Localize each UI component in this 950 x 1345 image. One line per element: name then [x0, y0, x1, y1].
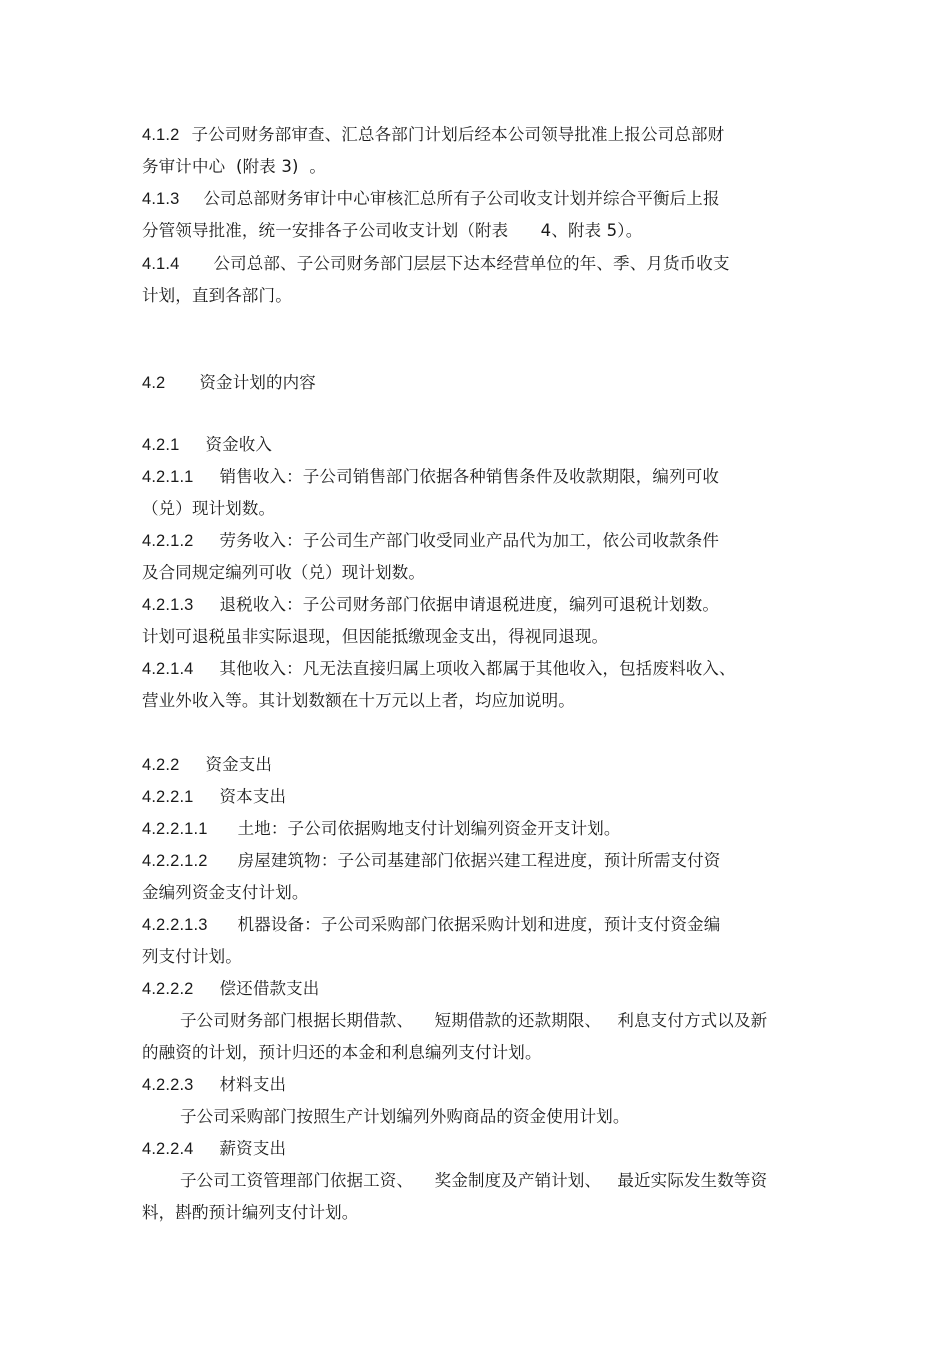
clause-4-2-1-2-cont [142, 562, 425, 584]
clause-4-2-2-1-3-cont [142, 946, 242, 968]
clause-4-1-4 [142, 253, 730, 275]
section-4-2-1-heading [142, 434, 272, 456]
section-number: 4.2.2 [142, 756, 180, 774]
paragraph-text: 子公司采购部门按照生产计划编列外购商品的资金使用计划。 [180, 1107, 630, 1126]
clause-number: 4.2.1.3 [142, 596, 194, 614]
clause-number: 4.2.1.2 [142, 532, 194, 550]
section-number: 4.2.2.2 [142, 980, 194, 998]
paragraph-salary [180, 1170, 767, 1192]
section-number: 4.2 [142, 374, 166, 392]
section-4-2-2-1-heading [142, 786, 286, 808]
section-number: 4.2.2.4 [142, 1140, 194, 1158]
clause-number: 4.1.2 [142, 126, 180, 144]
clause-4-2-1-4 [142, 658, 736, 680]
clause-4-2-1-3-cont [142, 626, 608, 648]
clause-4-2-2-1-2-cont [142, 882, 309, 904]
section-title: 资本支出 [219, 787, 287, 806]
section-number: 4.2.2.1 [142, 788, 194, 806]
clause-4-2-2-1-2 [142, 850, 720, 872]
clause-text: 其他收入：凡无法直接归属上项收入都属于其他收入，包括废料收入、 [219, 659, 736, 678]
clause-number: 4.2.1.4 [142, 660, 194, 678]
clause-text: 土地：子公司依据购地支付计划编列资金开支计划。 [237, 819, 621, 838]
section-title: 资金计划的内容 [199, 373, 316, 392]
clause-number: 4.1.4 [142, 255, 180, 273]
clause-text: 营业外收入等。其计划数额在十万元以上者，均应加说明。 [142, 691, 575, 710]
clause-4-2-1-4-cont [142, 690, 575, 712]
paragraph-repayment-cont [142, 1042, 542, 1064]
paragraph-text: 的融资的计划，预计归还的本金和利息编列支付计划。 [142, 1043, 542, 1062]
paragraph-text: 子公司工资管理部门依据工资、 奖金制度及产销计划、 最近实际发生数等资 [180, 1171, 768, 1190]
clause-text: 列支付计划。 [142, 947, 242, 966]
clause-number: 4.2.1.1 [142, 468, 194, 486]
section-title: 材料支出 [219, 1075, 287, 1094]
section-4-2-2-3-heading [142, 1074, 286, 1096]
section-number: 4.2.1 [142, 436, 180, 454]
clause-text: 公司总部、子公司财务部门层层下达本经营单位的年、季、月货币收支 [213, 254, 730, 273]
clause-text: 及合同规定编列可收（兑）现计划数。 [142, 563, 426, 582]
clause-text: 分管领导批准，统一安排各子公司收支计划（附表 4、附表 5）。 [142, 221, 643, 240]
clause-4-2-1-1 [142, 466, 719, 488]
clause-text: 机器设备：子公司采购部门依据采购计划和进度，预计支付资金编 [237, 915, 721, 934]
clause-4-1-3-cont [142, 220, 642, 242]
clause-number: 4.2.2.1.2 [142, 852, 208, 870]
paragraph-text: 料，斟酌预计编列支付计划。 [142, 1203, 359, 1222]
clause-4-2-1-1-cont [142, 498, 275, 520]
clause-text: 务审计中心 (附表 3) 。 [142, 157, 326, 176]
clause-number: 4.2.2.1.1 [142, 820, 208, 838]
clause-text: 退税收入：子公司财务部门依据申请退税进度，编列可退税计划数。 [219, 595, 720, 614]
clause-4-1-3 [142, 188, 720, 210]
clause-number: 4.2.2.1.3 [142, 916, 208, 934]
clause-text: （兑）现计划数。 [142, 499, 276, 518]
clause-text: 公司总部财务审计中心审核汇总所有子公司收支计划并综合平衡后上报 [203, 189, 720, 208]
clause-text: 金编列资金支付计划。 [142, 883, 309, 902]
clause-4-2-1-3 [142, 594, 719, 616]
section-title: 资金支出 [205, 755, 273, 774]
clause-text: 劳务收入：子公司生产部门收受同业产品代为加工，依公司收款条件 [219, 531, 720, 550]
section-4-2-heading [142, 372, 316, 394]
section-4-2-2-heading [142, 754, 272, 776]
clause-4-2-1-2 [142, 530, 719, 552]
section-number: 4.2.2.3 [142, 1076, 194, 1094]
clause-text: 子公司财务部审查、汇总各部门计划后经本公司领导批准上报公司总部财 [191, 125, 725, 144]
section-title: 资金收入 [205, 435, 273, 454]
clause-text: 销售收入：子公司销售部门依据各种销售条件及收款期限，编列可收 [219, 467, 720, 486]
paragraph-text: 子公司财务部门根据长期借款、 短期借款的还款期限、 利息支付方式以及新 [180, 1011, 768, 1030]
section-title: 薪资支出 [219, 1139, 287, 1158]
section-4-2-2-2-heading [142, 978, 319, 1000]
paragraph-salary-cont [142, 1202, 358, 1224]
clause-text: 计划，直到各部门。 [142, 286, 292, 305]
clause-text: 计划可退税虽非实际退现，但因能抵缴现金支出，得视同退现。 [142, 627, 609, 646]
clause-4-2-2-1-1 [142, 818, 621, 840]
section-4-2-2-4-heading [142, 1138, 286, 1160]
clause-4-2-2-1-3 [142, 914, 720, 936]
paragraph-repayment [180, 1010, 767, 1032]
section-title: 偿还借款支出 [219, 979, 320, 998]
clause-4-1-4-cont [142, 285, 292, 307]
clause-text: 房屋建筑物：子公司基建部门依据兴建工程进度，预计所需支付资 [237, 851, 721, 870]
paragraph-materials [180, 1106, 630, 1128]
clause-number: 4.1.3 [142, 190, 180, 208]
clause-4-1-2-cont [142, 156, 326, 178]
clause-4-1-2 [142, 124, 724, 146]
